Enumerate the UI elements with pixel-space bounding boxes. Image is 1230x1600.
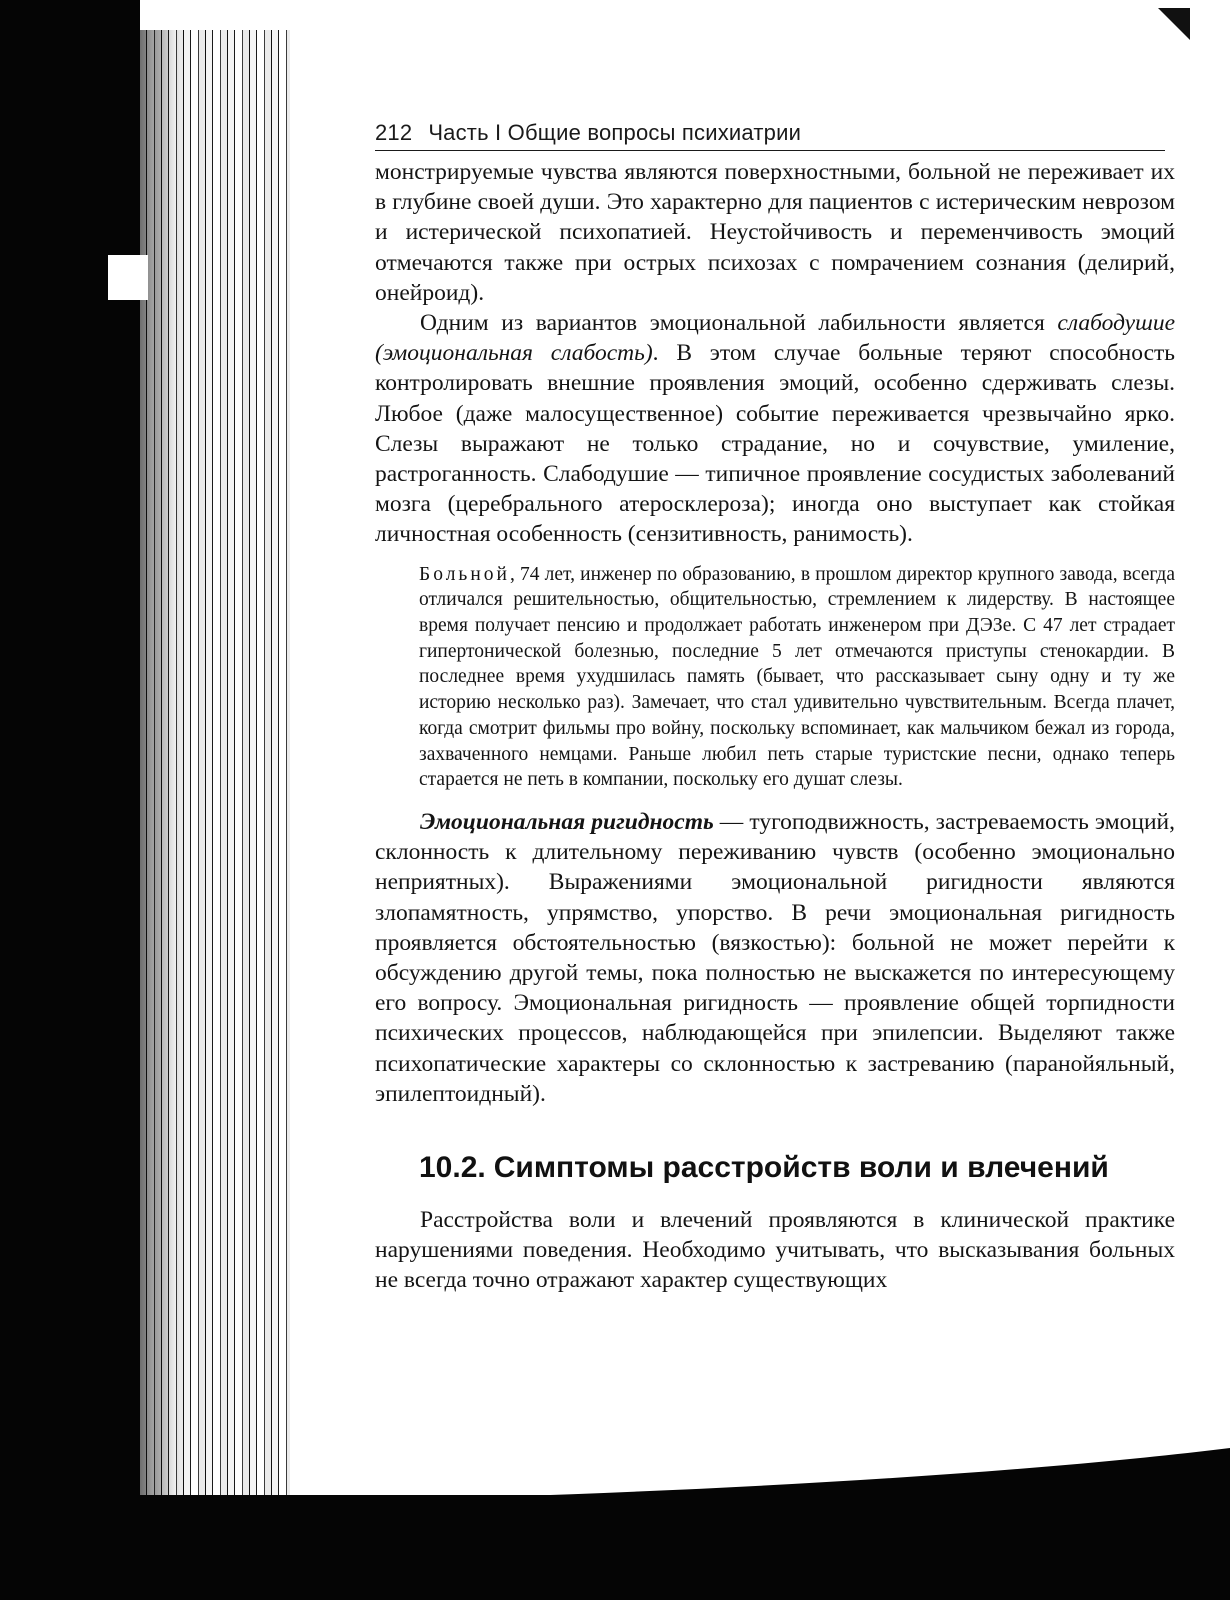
corner-fold-mark — [1158, 8, 1190, 40]
scan-dark-border-left — [0, 0, 140, 1600]
section-title: Симптомы расстройств воли и влечений — [493, 1151, 1109, 1184]
clinical-case-example — [419, 562, 1175, 793]
running-head-rule — [375, 150, 1165, 151]
paragraph-text: — тугоподвижность, застреваемость эмоций, склонность к длительному переживанию чувств (особенно эмоционально неприятных). Выражениями эмоциональной ригидности являются злопамятность, упрямство, упорство. В речи эмоциональная ригидность проявляется обстоятельностью (вязкостью): больной не может перейти к обсуждению другой темы, пока полностью не выскажется по интересующему его вопросу. Эмоциональная ригидность — проявление общей торпидности психических процессов, наблюдающейся при эпилепсии. Выделяют также психопатические характеры со склонностью к застреванию (паранойяльный, эпилептоидный). — [375, 808, 1175, 1107]
running-head — [375, 118, 1175, 148]
running-head-title: Часть I Общие вопросы психиатрии — [428, 120, 802, 145]
page-edge-highlight — [108, 255, 148, 300]
case-lead-word: Больной — [419, 563, 510, 585]
page-edges-shadow — [140, 30, 180, 1500]
paragraph-emotional-rigidity — [375, 807, 1175, 1109]
term-italic: слабодушие (эмоциональная слабость) — [375, 310, 1175, 367]
section-heading — [419, 1149, 1175, 1187]
scan-dark-border-bottom — [0, 1495, 1230, 1600]
paragraph-text: Расстройства воли и влечений проявляются в клинической практике нарушениями поведения. Необходимо учитывать, что высказывания больных не всегда точно отражают характер существующих — [375, 1207, 1175, 1294]
paragraph-emotional-lability — [375, 308, 1175, 550]
book-page — [375, 118, 1175, 1296]
paragraph-text: Одним из вариантов эмоциональной лабильности является — [420, 310, 1058, 337]
paragraph-will-disorders — [375, 1205, 1175, 1296]
section-number: 10.2. — [419, 1151, 486, 1184]
case-text: , 74 лет, инженер по образованию, в прошлом директор крупного завода, всегда отличался решительностью, общительностью, стремлением к лидерству. В настоящее время получает пенсию и продолжает работать инженером при ДЭЗе. С 47 лет страдает гипертонической болезнью, последние 5 лет отмечаются приступы стенокардии. В последнее время ухудшилась память (бывает, что рассказывает сыну одну и ту же историю несколько раз). Замечает, что стал удивительно чувствительным. Всегда плачет, когда смотрит фильмы про войну, поскольку вспоминает, как мальчиком бежал из города, захваченного немцами. Раньше любил петь старые туристские песни, однако теперь старается не петь в компании, поскольку его душат слезы. — [419, 563, 1175, 791]
paragraph-text: . В этом случае больные теряют способность контролировать внешние проявления эмоций, особенно сдерживать слезы. Любое (даже малосущественное) событие переживается чрезвычайно ярко. Слезы выражают не только страдание, но и сочувствие, умиление, растроганность. Слабодушие — типичное проявление сосудистых заболеваний мозга (церебрального атеросклероза); иногда оно выступает как стойкая личностная особенность (сензитивность, ранимость). — [375, 340, 1176, 548]
paragraph-continuation — [375, 157, 1175, 308]
page-number: 212 — [375, 120, 413, 145]
term-bold-italic: Эмоциональная ригидность — [420, 808, 714, 835]
paragraph-text: монстрируемые чувства являются поверхностными, больной не переживает их в глубине своей души. Это характерно для пациентов с истерическим неврозом и истерической психопатией. Неустойчивость и переменчивость эмоций отмечаются также при острых психозах с помрачением сознания (делирий, онейроид). — [375, 159, 1175, 306]
